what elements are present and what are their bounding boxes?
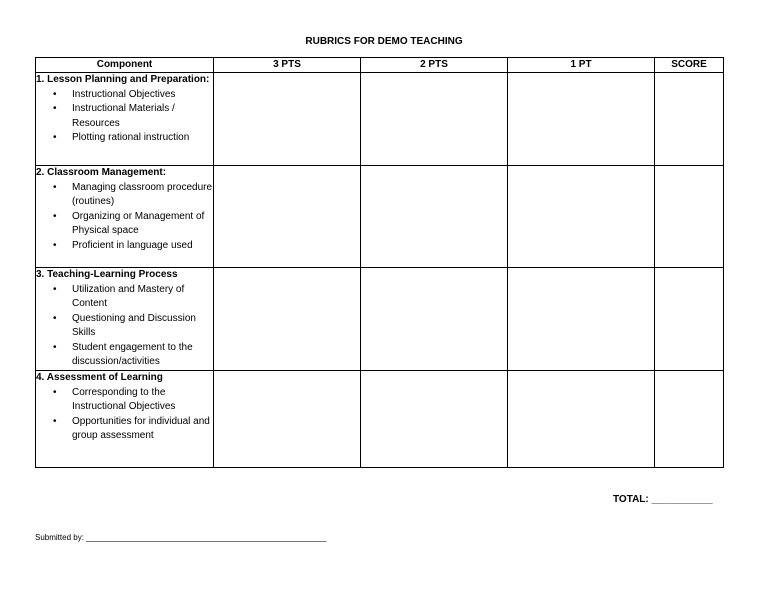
score-cell-3-pts[interactable] — [214, 73, 361, 166]
criteria-item: • Managing classroom procedure (routines) — [72, 181, 213, 210]
table-row — [36, 73, 724, 166]
component-title: 4. Assessment of Learning — [36, 372, 163, 383]
score-cell-1-pt[interactable] — [508, 371, 655, 468]
score-cell-1-pt[interactable] — [508, 268, 655, 371]
score-cell-3-pts[interactable] — [214, 166, 361, 268]
score-cell-total[interactable] — [655, 73, 724, 166]
criteria-item: • Plotting rational instruction — [72, 131, 213, 146]
score-cell-1-pt[interactable] — [508, 166, 655, 268]
score-cell-2-pts[interactable] — [361, 73, 508, 166]
score-cell-total[interactable] — [655, 371, 724, 468]
component-cell — [36, 73, 214, 166]
criteria-list — [36, 181, 213, 254]
criteria-item: • Organizing or Management of Physical space — [72, 210, 213, 239]
component-cell — [36, 268, 214, 371]
score-cell-2-pts[interactable] — [361, 268, 508, 371]
score-cell-2-pts[interactable] — [361, 166, 508, 268]
total-field[interactable]: TOTAL: ___________ — [613, 494, 713, 505]
criteria-item: • Opportunities for individual and group assessment — [72, 415, 213, 444]
criteria-item: • Questioning and Discussion Skills — [72, 312, 213, 341]
table-row — [36, 268, 724, 371]
score-cell-3-pts[interactable] — [214, 371, 361, 468]
component-title: 3. Teaching-Learning Process — [36, 269, 178, 280]
header-2-pts: 2 PTS — [361, 58, 508, 73]
criteria-list — [36, 88, 213, 146]
rubric-table — [35, 57, 724, 468]
header-3-pts: 3 PTS — [214, 58, 361, 73]
criteria-item: • Proficient in language used — [72, 239, 213, 254]
component-cell — [36, 166, 214, 268]
criteria-item: • Utilization and Mastery of Content — [72, 283, 213, 312]
criteria-list — [36, 283, 213, 370]
header-component: Component — [36, 58, 214, 73]
score-cell-3-pts[interactable] — [214, 268, 361, 371]
submitted-by-field[interactable]: Submitted by: ______________________________________________________ — [35, 533, 327, 542]
criteria-list — [36, 386, 213, 444]
score-cell-total[interactable] — [655, 268, 724, 371]
header-score: SCORE — [655, 58, 724, 73]
criteria-item: • Instructional Objectives — [72, 88, 213, 103]
score-cell-2-pts[interactable] — [361, 371, 508, 468]
table-row — [36, 371, 724, 468]
component-cell — [36, 371, 214, 468]
table-row — [36, 166, 724, 268]
component-title: 1. Lesson Planning and Preparation: — [36, 74, 210, 85]
header-row — [36, 58, 724, 73]
document-title: RUBRICS FOR DEMO TEACHING — [305, 36, 463, 47]
criteria-item: • Student engagement to the discussion/activities — [72, 341, 213, 370]
score-cell-1-pt[interactable] — [508, 73, 655, 166]
component-title: 2. Classroom Management: — [36, 167, 167, 178]
score-cell-total[interactable] — [655, 166, 724, 268]
criteria-item: • Instructional Materials / Resources — [72, 102, 213, 131]
header-1-pt: 1 PT — [508, 58, 655, 73]
criteria-item: • Corresponding to the Instructional Objectives — [72, 386, 213, 415]
